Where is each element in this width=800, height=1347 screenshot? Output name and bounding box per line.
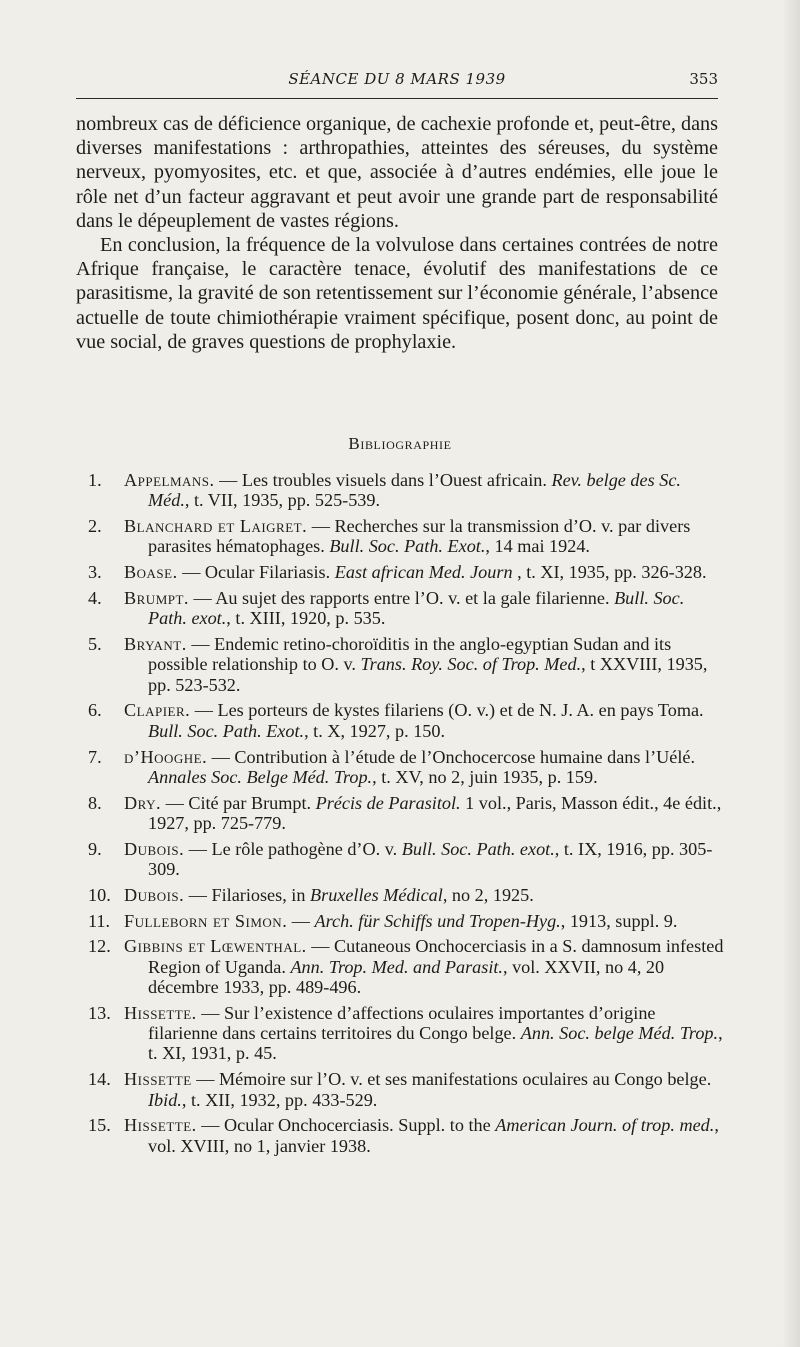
reference-details: , 1913, suppl. 9. (560, 910, 678, 931)
reference-number: 13. (88, 1002, 111, 1023)
reference-authors: Appelmans. (124, 470, 215, 490)
reference-title: Les troubles visuels dans l’Ouest africain. (241, 470, 552, 490)
page-number: 353 (689, 70, 718, 88)
separator: — (306, 936, 334, 957)
reference-number: 9. (88, 838, 102, 859)
reference-item (76, 1069, 726, 1110)
separator: — (196, 1002, 225, 1023)
reference-authors: d’Hooghe. (124, 746, 208, 767)
reference-title: Le rôle pathogène d’O. v. (211, 838, 402, 859)
separator: — (287, 910, 315, 931)
bibliography-list (76, 470, 726, 1161)
reference-text (124, 700, 726, 741)
reference-number: 2. (88, 516, 102, 537)
reference-authors: Boase. (124, 562, 178, 583)
reference-source: Bull. Soc. Path. exot. (401, 838, 555, 859)
reference-title: Ocular Filariasis. (204, 562, 335, 583)
separator: — (214, 470, 242, 490)
reference-item (76, 839, 726, 880)
reference-number: 12. (88, 936, 111, 957)
header-rule (76, 98, 718, 99)
reference-item (76, 747, 726, 788)
separator: — (196, 1115, 225, 1136)
reference-item (76, 936, 726, 997)
separator: — (191, 1069, 219, 1090)
reference-details: , t. XIII, 1920, p. 535. (226, 608, 386, 629)
reference-details: , t. X, 1927, p. 150. (304, 720, 446, 741)
reference-title: Au sujet des rapports entre l’O. v. et la gale filarienne. (215, 587, 615, 608)
separator: — (184, 838, 212, 859)
paragraph: En conclusion, la fréquence de la volvulose dans certaines contrées de notre Afrique française, le caractère tenace, évolutif des manifestations de ce parasitisme, la gravité de son retentissement sur l’économie générale, l’absence actuelle de toute chimiothérapie vraiment spécifique, posent donc, au point de vue social, de graves questions de prophylaxie. (76, 234, 718, 353)
reference-title: Cutaneous Onchocerciasis in a S. damnosum infested Region of Uganda. (148, 936, 724, 977)
reference-source: Rev. belge des Sc. Méd. (148, 470, 681, 511)
reference-authors: Hissette. (124, 1115, 197, 1136)
reference-details: , t. XV, no 2, juin 1935, p. 159. (372, 766, 598, 787)
separator: — (207, 746, 235, 767)
reference-authors: Bryant. (124, 634, 187, 655)
reference-details: 1 vol., Paris, Masson édit., 4e édit., 1927, pp. 725-779. (148, 792, 722, 833)
reference-item (76, 588, 726, 629)
reference-source: Annales Soc. Belge Méd. Trop. (148, 766, 373, 787)
reference-details: , no 2, 1925. (442, 884, 534, 905)
reference-source: Bull. Soc. Path. Exot. (329, 536, 486, 557)
reference-text (124, 634, 726, 695)
reference-text (124, 747, 726, 788)
reference-text (124, 1003, 726, 1064)
reference-authors: Blanchard et Laigret. (124, 516, 308, 537)
reference-text (124, 1115, 726, 1156)
reference-text (124, 839, 726, 880)
reference-text (124, 516, 726, 557)
reference-text (124, 793, 726, 834)
reference-details: , t. IX, 1916, pp. 305-309. (148, 838, 713, 880)
reference-title: Ocular Onchocerciasis. Suppl. to the (224, 1115, 496, 1136)
separator: — (177, 562, 205, 583)
reference-details: , t XXVIII, 1935, pp. 523-532. (148, 654, 708, 695)
reference-text (124, 911, 726, 931)
paragraph: nombreux cas de déficience organique, de cachexie profonde et, peut-être, dans diverses manifestations : arthropathies, atteintes des séreuses, du système nerveux, pyomyosites, etc. et que, associée à d’autres endémies, elle joue le rôle net d’un facteur aggravant et peut avoir une grande part de responsabilité dans le dépeuplement de vastes régions. (76, 113, 718, 232)
separator: — (190, 700, 218, 721)
separator: — (186, 634, 215, 655)
reference-details: , vol. XVIII, no 1, janvier 1938. (148, 1115, 719, 1156)
separator: — (188, 587, 216, 608)
reference-authors: Brumpt. (124, 587, 189, 608)
reference-item (76, 885, 726, 905)
reference-number: 4. (88, 587, 102, 608)
reference-authors: Dubois. (124, 838, 185, 859)
reference-item (76, 793, 726, 834)
running-title: SÉANCE DU 8 MARS 1939 (288, 70, 506, 88)
reference-source: Arch. für Schiffs und Tropen-Hyg. (314, 910, 561, 931)
reference-authors: Dry. (124, 792, 162, 813)
reference-item (76, 516, 726, 557)
reference-title: Endemic retino-choroïditis in the anglo-egyptian Sudan and its possible relationship to O. v. (148, 634, 672, 675)
reference-details: , t. XI, 1931, p. 45. (148, 1023, 723, 1064)
reference-source: Bull. Soc. Path. Exot. (148, 720, 305, 741)
reference-item (76, 1003, 726, 1064)
page-gutter-shadow (782, 0, 800, 1347)
reference-text (124, 470, 726, 511)
reference-source: Précis de Parasitol. (315, 792, 461, 813)
reference-title: Recherches sur la transmission d’O. v. par divers parasites hématophages. (148, 516, 691, 557)
reference-details: , t. VII, 1935, pp. 525-539. (184, 490, 381, 511)
reference-source: Ann. Soc. belge Méd. Trop. (520, 1023, 719, 1044)
reference-source: Bull. Soc. Path. exot. (148, 587, 685, 629)
reference-details: , t. XI, 1935, pp. 326-328. (512, 562, 707, 583)
reference-text (124, 885, 726, 905)
reference-number: 10. (88, 884, 111, 905)
reference-authors: Clapier. (124, 700, 191, 721)
reference-details: , vol. XXVII, no 4, 20 décembre 1933, pp. 489-496. (148, 956, 665, 998)
reference-item (76, 470, 726, 511)
reference-authors: Dubois. (124, 884, 185, 905)
reference-text (124, 562, 726, 582)
reference-item (76, 911, 726, 931)
reference-number: 6. (88, 700, 102, 721)
reference-number: 14. (88, 1069, 111, 1090)
reference-authors: Hissette (124, 1069, 192, 1090)
reference-number: 5. (88, 634, 102, 655)
reference-text (124, 588, 726, 629)
reference-source: American Journ. of trop. med. (495, 1115, 715, 1136)
reference-number: 3. (88, 562, 102, 583)
reference-title: Les porteurs de kystes filariens (O. v.) et de N. J. A. en pays Toma. (217, 700, 704, 721)
reference-title: Cité par Brumpt. (188, 792, 316, 813)
reference-source: Trans. Roy. Soc. of Trop. Med. (360, 654, 582, 675)
reference-authors: Gibbins et Lœwenthal. (124, 936, 307, 957)
reference-text (124, 1069, 726, 1110)
reference-text (124, 936, 726, 997)
reference-item (76, 634, 726, 695)
reference-number: 1. (88, 470, 102, 490)
reference-title: Filarioses, in (211, 884, 310, 905)
reference-number: 15. (88, 1115, 111, 1136)
reference-details: , 14 mai 1924. (485, 536, 590, 557)
reference-source: Ann. Trop. Med. and Parasit. (290, 956, 503, 977)
reference-title: Sur l’existence d’affections oculaires importantes d’origine filarienne dans certains territoires du Congo belge. (148, 1002, 656, 1044)
reference-authors: Hissette. (124, 1002, 197, 1023)
reference-number: 8. (88, 792, 102, 813)
reference-authors: Fulleborn et Simon. (124, 910, 288, 931)
body-text (76, 112, 718, 354)
reference-details: , t. XII, 1932, pp. 433-529. (181, 1089, 378, 1110)
bibliography-heading: Bibliographie (348, 434, 452, 453)
reference-item (76, 1115, 726, 1156)
reference-title: Contribution à l’étude de l’Onchocercose humaine dans l’Uélé. (234, 746, 695, 767)
separator: — (161, 792, 189, 813)
separator: — (307, 516, 335, 537)
reference-number: 11. (88, 910, 111, 931)
reference-source: East african Med. Journ (334, 562, 513, 583)
reference-source: Ibid. (148, 1089, 182, 1110)
running-header (76, 68, 718, 96)
reference-item (76, 700, 726, 741)
reference-source: Bruxelles Médical (310, 884, 443, 905)
reference-title: Mémoire sur l’O. v. et ses manifestations oculaires au Congo belge. (218, 1069, 712, 1090)
reference-number: 7. (88, 746, 102, 767)
reference-item (76, 562, 726, 582)
separator: — (184, 884, 212, 905)
